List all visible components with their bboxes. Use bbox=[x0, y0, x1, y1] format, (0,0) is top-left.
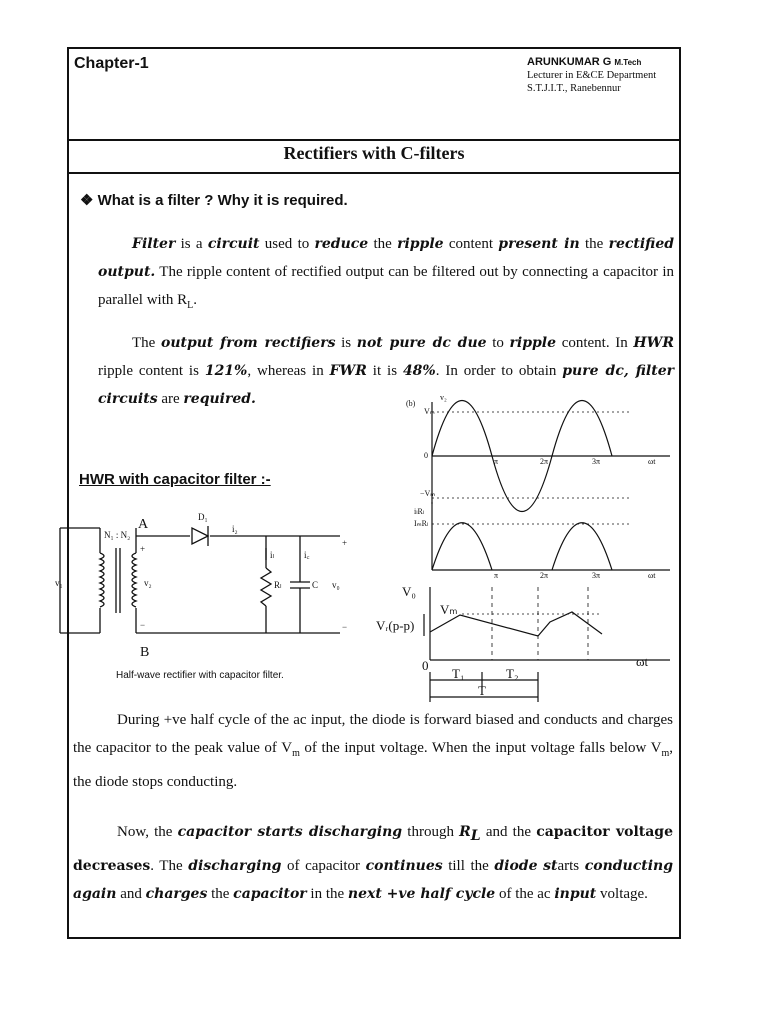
svg-text:Vᵣ(p-p): Vᵣ(p-p) bbox=[376, 618, 415, 633]
svg-text:ωt: ωt bbox=[648, 457, 656, 466]
svg-text:iₗ: iₗ bbox=[270, 550, 274, 560]
chapter-label: Chapter-1 bbox=[74, 55, 149, 72]
hwr-heading: HWR with capacitor filter :- bbox=[79, 471, 271, 488]
svg-text:N₁ : N₂: N₁ : N₂ bbox=[104, 530, 131, 540]
svg-text:A: A bbox=[138, 517, 149, 532]
svg-text:T₁: T₁ bbox=[452, 666, 465, 681]
author-block bbox=[527, 56, 656, 95]
svg-text:D₁: D₁ bbox=[198, 512, 208, 522]
divider bbox=[67, 139, 681, 141]
svg-text:B: B bbox=[140, 645, 150, 660]
svg-text:3π: 3π bbox=[592, 571, 601, 580]
svg-text:(b): (b) bbox=[406, 399, 416, 408]
circuit-diagram bbox=[55, 508, 360, 668]
svg-text:3π: 3π bbox=[592, 457, 601, 466]
figure-caption: Half-wave rectifier with capacitor filter. bbox=[116, 670, 284, 681]
svg-text:Vₘ: Vₘ bbox=[440, 602, 458, 617]
author-name: ARUNKUMAR G bbox=[527, 56, 612, 68]
svg-text:π: π bbox=[494, 571, 499, 580]
svg-text:−: − bbox=[140, 620, 146, 630]
svg-text:+: + bbox=[140, 544, 146, 554]
paragraph-filter: Filter is a circuit used to reduce the ripple content present in the rectified output. The ripple content of rectified output can be filtered out by connecting a capacitor in parallel with $R_L$. bbox=[98, 236, 675, 311]
svg-text:i₂: i₂ bbox=[232, 524, 238, 534]
svg-text:+: + bbox=[342, 538, 348, 548]
svg-text:IₘRₗ: IₘRₗ bbox=[414, 519, 429, 528]
svg-text:v₁: v₁ bbox=[55, 578, 63, 588]
svg-text:0: 0 bbox=[424, 451, 428, 460]
svg-text:V₀: V₀ bbox=[402, 584, 416, 599]
svg-text:T₂: T₂ bbox=[506, 666, 519, 681]
paragraph-discharging: Now, the capacitor starts discharging through $R_L$ and the capacitor voltage decreases. The discharging of capacitor continues till the diode starts conducting again and charges the capacitor in the next +ve half cycle of the ac input voltage. bbox=[73, 824, 674, 902]
paragraph-ripple: The output from rectifiers is not pure dc due to ripple content. In HWR ripple content is 121%, whereas in FWR it is 48%. In order to obtain pure dc, filter circuits are required. bbox=[98, 335, 674, 407]
svg-text:iₗRₗ: iₗRₗ bbox=[414, 507, 425, 516]
svg-text:ωt: ωt bbox=[636, 654, 649, 669]
page-title: Rectifiers with C-filters bbox=[283, 143, 465, 163]
svg-text:π: π bbox=[494, 457, 499, 466]
svg-text:v₀: v₀ bbox=[332, 580, 340, 590]
svg-text:Vₘ: Vₘ bbox=[424, 407, 435, 416]
svg-text:2π: 2π bbox=[540, 571, 549, 580]
author-degree: M.Tech bbox=[614, 58, 642, 67]
svg-text:v₂: v₂ bbox=[144, 578, 152, 588]
svg-text:T: T bbox=[478, 683, 486, 698]
divider bbox=[67, 172, 681, 174]
paragraph-charging: During +ve half cycle of the ac input, the diode is forward biased and conducts and charges the capacitor to the peak value of $V_m$ of the input voltage. When the input voltage falls below $V_m$, the diode stops conducting. bbox=[73, 712, 673, 790]
author-role: Lecturer in E&CE Department bbox=[527, 70, 657, 81]
svg-text:v₂: v₂ bbox=[440, 393, 447, 402]
svg-text:ωt: ωt bbox=[648, 571, 656, 580]
waveform-diagram bbox=[376, 392, 672, 712]
svg-text:i꜀: i꜀ bbox=[304, 550, 310, 560]
svg-text:−: − bbox=[342, 622, 348, 632]
svg-text:Rₗ: Rₗ bbox=[274, 580, 282, 590]
svg-text:0: 0 bbox=[422, 658, 429, 673]
svg-text:C: C bbox=[312, 580, 319, 590]
author-institute: S.T.J.I.T., Ranebennur bbox=[527, 83, 621, 94]
svg-text:2π: 2π bbox=[540, 457, 549, 466]
svg-text:−Vₘ: −Vₘ bbox=[420, 489, 436, 498]
question-heading: ❖ What is a filter ? Why it is required. bbox=[80, 192, 348, 209]
